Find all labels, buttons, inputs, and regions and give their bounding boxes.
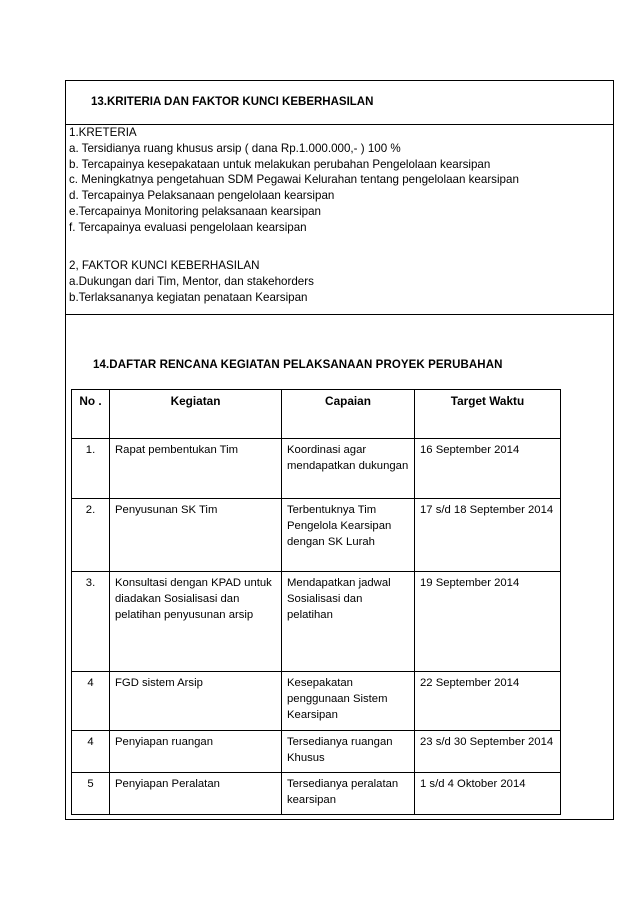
kriteria-block — [69, 125, 519, 236]
faktor-block — [69, 258, 314, 305]
cell-no: 2. — [72, 499, 110, 572]
cell-kegiatan: FGD sistem Arsip — [110, 672, 282, 731]
cell-target: 1 s/d 4 Oktober 2014 — [415, 773, 561, 815]
kriteria-item: b. Tercapainya kesepakataan untuk melakukan perubahan Pengelolaan kearsipan — [69, 157, 491, 171]
table-row — [72, 439, 561, 499]
section-14-title: 14.DAFTAR RENCANA KEGIATAN PELAKSANAAN PROYEK PERUBAHAN — [93, 359, 503, 371]
cell-no: 4 — [72, 672, 110, 731]
table-row — [72, 499, 561, 572]
kriteria-heading: 1.KRETERIA — [69, 126, 137, 139]
table-row — [72, 773, 561, 815]
cell-target: 23 s/d 30 September 2014 — [415, 731, 561, 773]
cell-capaian: Tersedianya ruangan Khusus — [282, 731, 415, 773]
col-header-capaian: Capaian — [282, 390, 415, 439]
faktor-heading: 2, FAKTOR KUNCI KEBERHASILAN — [69, 259, 260, 272]
col-header-no: No . — [72, 390, 110, 439]
cell-capaian: Terbentuknya Tim Pengelola Kearsipan dengan SK Lurah — [282, 499, 415, 572]
cell-kegiatan: Konsultasi dengan KPAD untuk diadakan Sosialisasi dan pelatihan penyusunan arsip — [110, 572, 282, 672]
col-header-target: Target Waktu — [415, 390, 561, 439]
cell-no: 5 — [72, 773, 110, 815]
table-row — [72, 572, 561, 672]
cell-capaian: Tersedianya peralatan kearsipan — [282, 773, 415, 815]
faktor-item: a.Dukungan dari Tim, Mentor, dan stakehorders — [69, 274, 314, 288]
activity-plan-table — [71, 389, 561, 815]
document-frame — [65, 80, 614, 820]
cell-target: 22 September 2014 — [415, 672, 561, 731]
table-row — [72, 731, 561, 773]
cell-kegiatan: Penyiapan ruangan — [110, 731, 282, 773]
table-row — [72, 672, 561, 731]
cell-kegiatan: Penyusunan SK Tim — [110, 499, 282, 572]
cell-no: 4 — [72, 731, 110, 773]
cell-kegiatan: Penyiapan Peralatan — [110, 773, 282, 815]
cell-no: 1. — [72, 439, 110, 499]
cell-capaian: Kesepakatan penggunaan Sistem Kearsipan — [282, 672, 415, 731]
kriteria-item: a. Tersidianya ruang khusus arsip ( dana Rp.1.000.000,- ) 100 % — [69, 141, 401, 155]
faktor-item: b.Terlaksananya kegiatan penataan Kearsipan — [69, 290, 308, 304]
cell-capaian: Koordinasi agar mendapatkan dukungan — [282, 439, 415, 499]
kriteria-item: c. Meningkatnya pengetahuan SDM Pegawai Kelurahan tentang pengelolaan kearsipan — [69, 173, 519, 187]
kriteria-item: f. Tercapainya evaluasi pengelolaan kearsipan — [69, 220, 307, 234]
divider — [66, 314, 613, 315]
cell-capaian: Mendapatkan jadwal Sosialisasi dan pelatihan — [282, 572, 415, 672]
cell-target: 19 September 2014 — [415, 572, 561, 672]
col-header-kegiatan: Kegiatan — [110, 390, 282, 439]
cell-target: 16 September 2014 — [415, 439, 561, 499]
cell-no: 3. — [72, 572, 110, 672]
kriteria-item: d. Tercapainya Pelaksanaan pengelolaan kearsipan — [69, 189, 335, 203]
section-13-title: 13.KRITERIA DAN FAKTOR KUNCI KEBERHASILAN — [91, 96, 374, 108]
cell-kegiatan: Rapat pembentukan Tim — [110, 439, 282, 499]
cell-target: 17 s/d 18 September 2014 — [415, 499, 561, 572]
kriteria-item: e.Tercapainya Monitoring pelaksanaan kearsipan — [69, 204, 321, 218]
table-header-row — [72, 390, 561, 439]
